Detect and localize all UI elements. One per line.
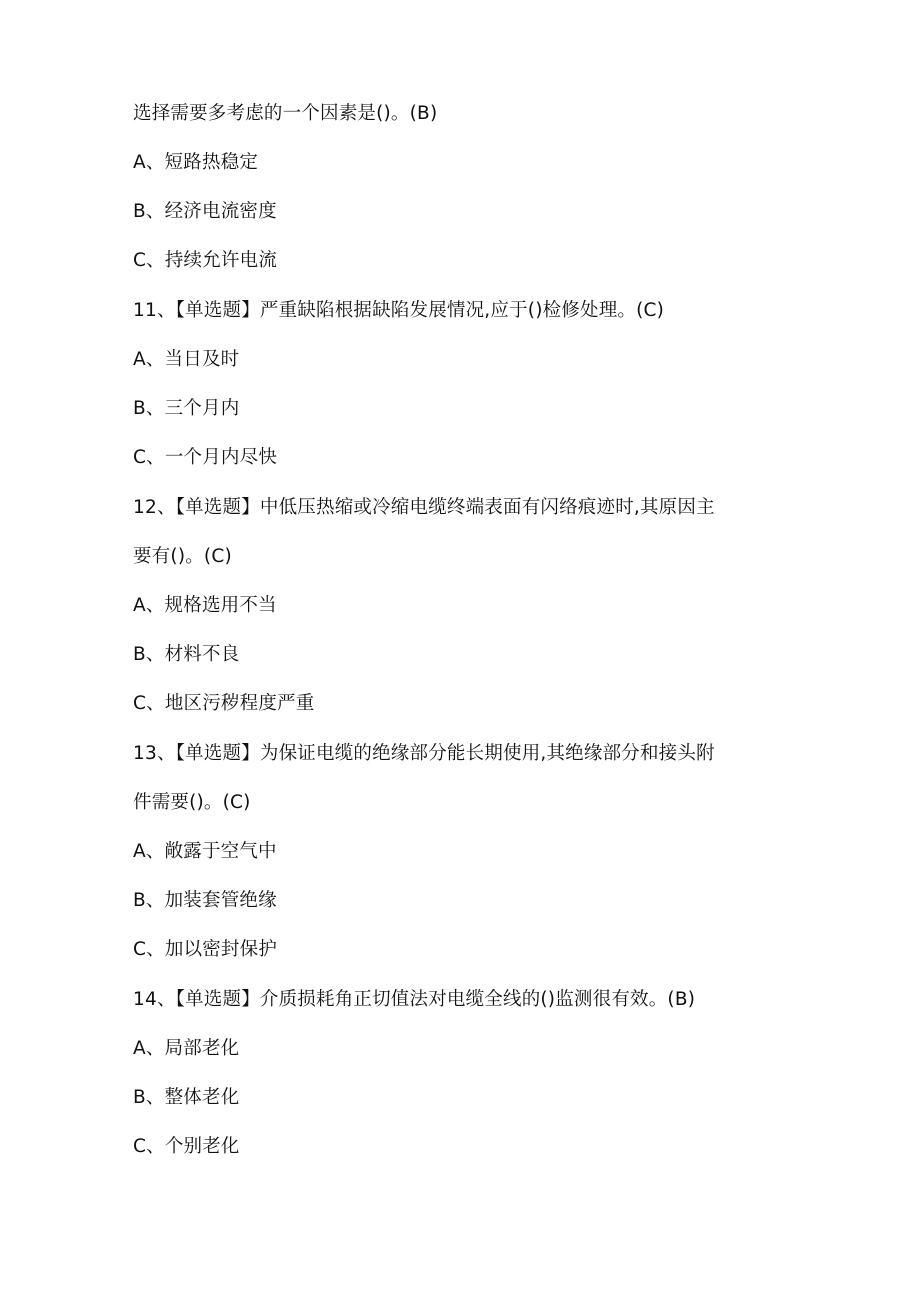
q13-option-b: B、加装套管绝缘	[133, 890, 277, 911]
q10-option-c: C、持续允许电流	[133, 250, 278, 271]
q14-option-c: C、个别老化	[133, 1136, 240, 1157]
q12-option-a: A、规格选用不当	[133, 595, 277, 616]
q10-option-b: B、经济电流密度	[133, 201, 277, 222]
q13-option-c: C、加以密封保护	[133, 939, 278, 960]
q11-option-b: B、三个月内	[133, 398, 240, 419]
question-10-stem-continuation: 选择需要多考虑的一个因素是()。(B)	[133, 103, 438, 124]
question-13-stem-line-1: 13、【单选题】为保证电缆的绝缘部分能长期使用,其绝缘部分和接头附	[133, 743, 715, 764]
question-14-stem: 14、【单选题】介质损耗角正切值法对电缆全线的()监测很有效。(B)	[133, 989, 696, 1010]
question-13-stem-line-2: 件需要()。(C)	[133, 792, 251, 813]
q12-option-b: B、材料不良	[133, 644, 240, 665]
question-12-stem-line-1: 12、【单选题】中低压热缩或冷缩电缆终端表面有闪络痕迹时,其原因主	[133, 497, 715, 518]
q11-option-c: C、一个月内尽快	[133, 447, 278, 468]
q14-option-a: A、局部老化	[133, 1038, 240, 1059]
question-12-stem-line-2: 要有()。(C)	[133, 546, 232, 567]
q11-option-a: A、当日及时	[133, 349, 240, 370]
q13-option-a: A、敞露于空气中	[133, 841, 277, 862]
q10-option-a: A、短路热稳定	[133, 152, 259, 173]
q12-option-c: C、地区污秽程度严重	[133, 693, 315, 714]
question-11-stem: 11、【单选题】严重缺陷根据缺陷发展情况,应于()检修处理。(C)	[133, 300, 665, 321]
q14-option-b: B、整体老化	[133, 1087, 240, 1108]
